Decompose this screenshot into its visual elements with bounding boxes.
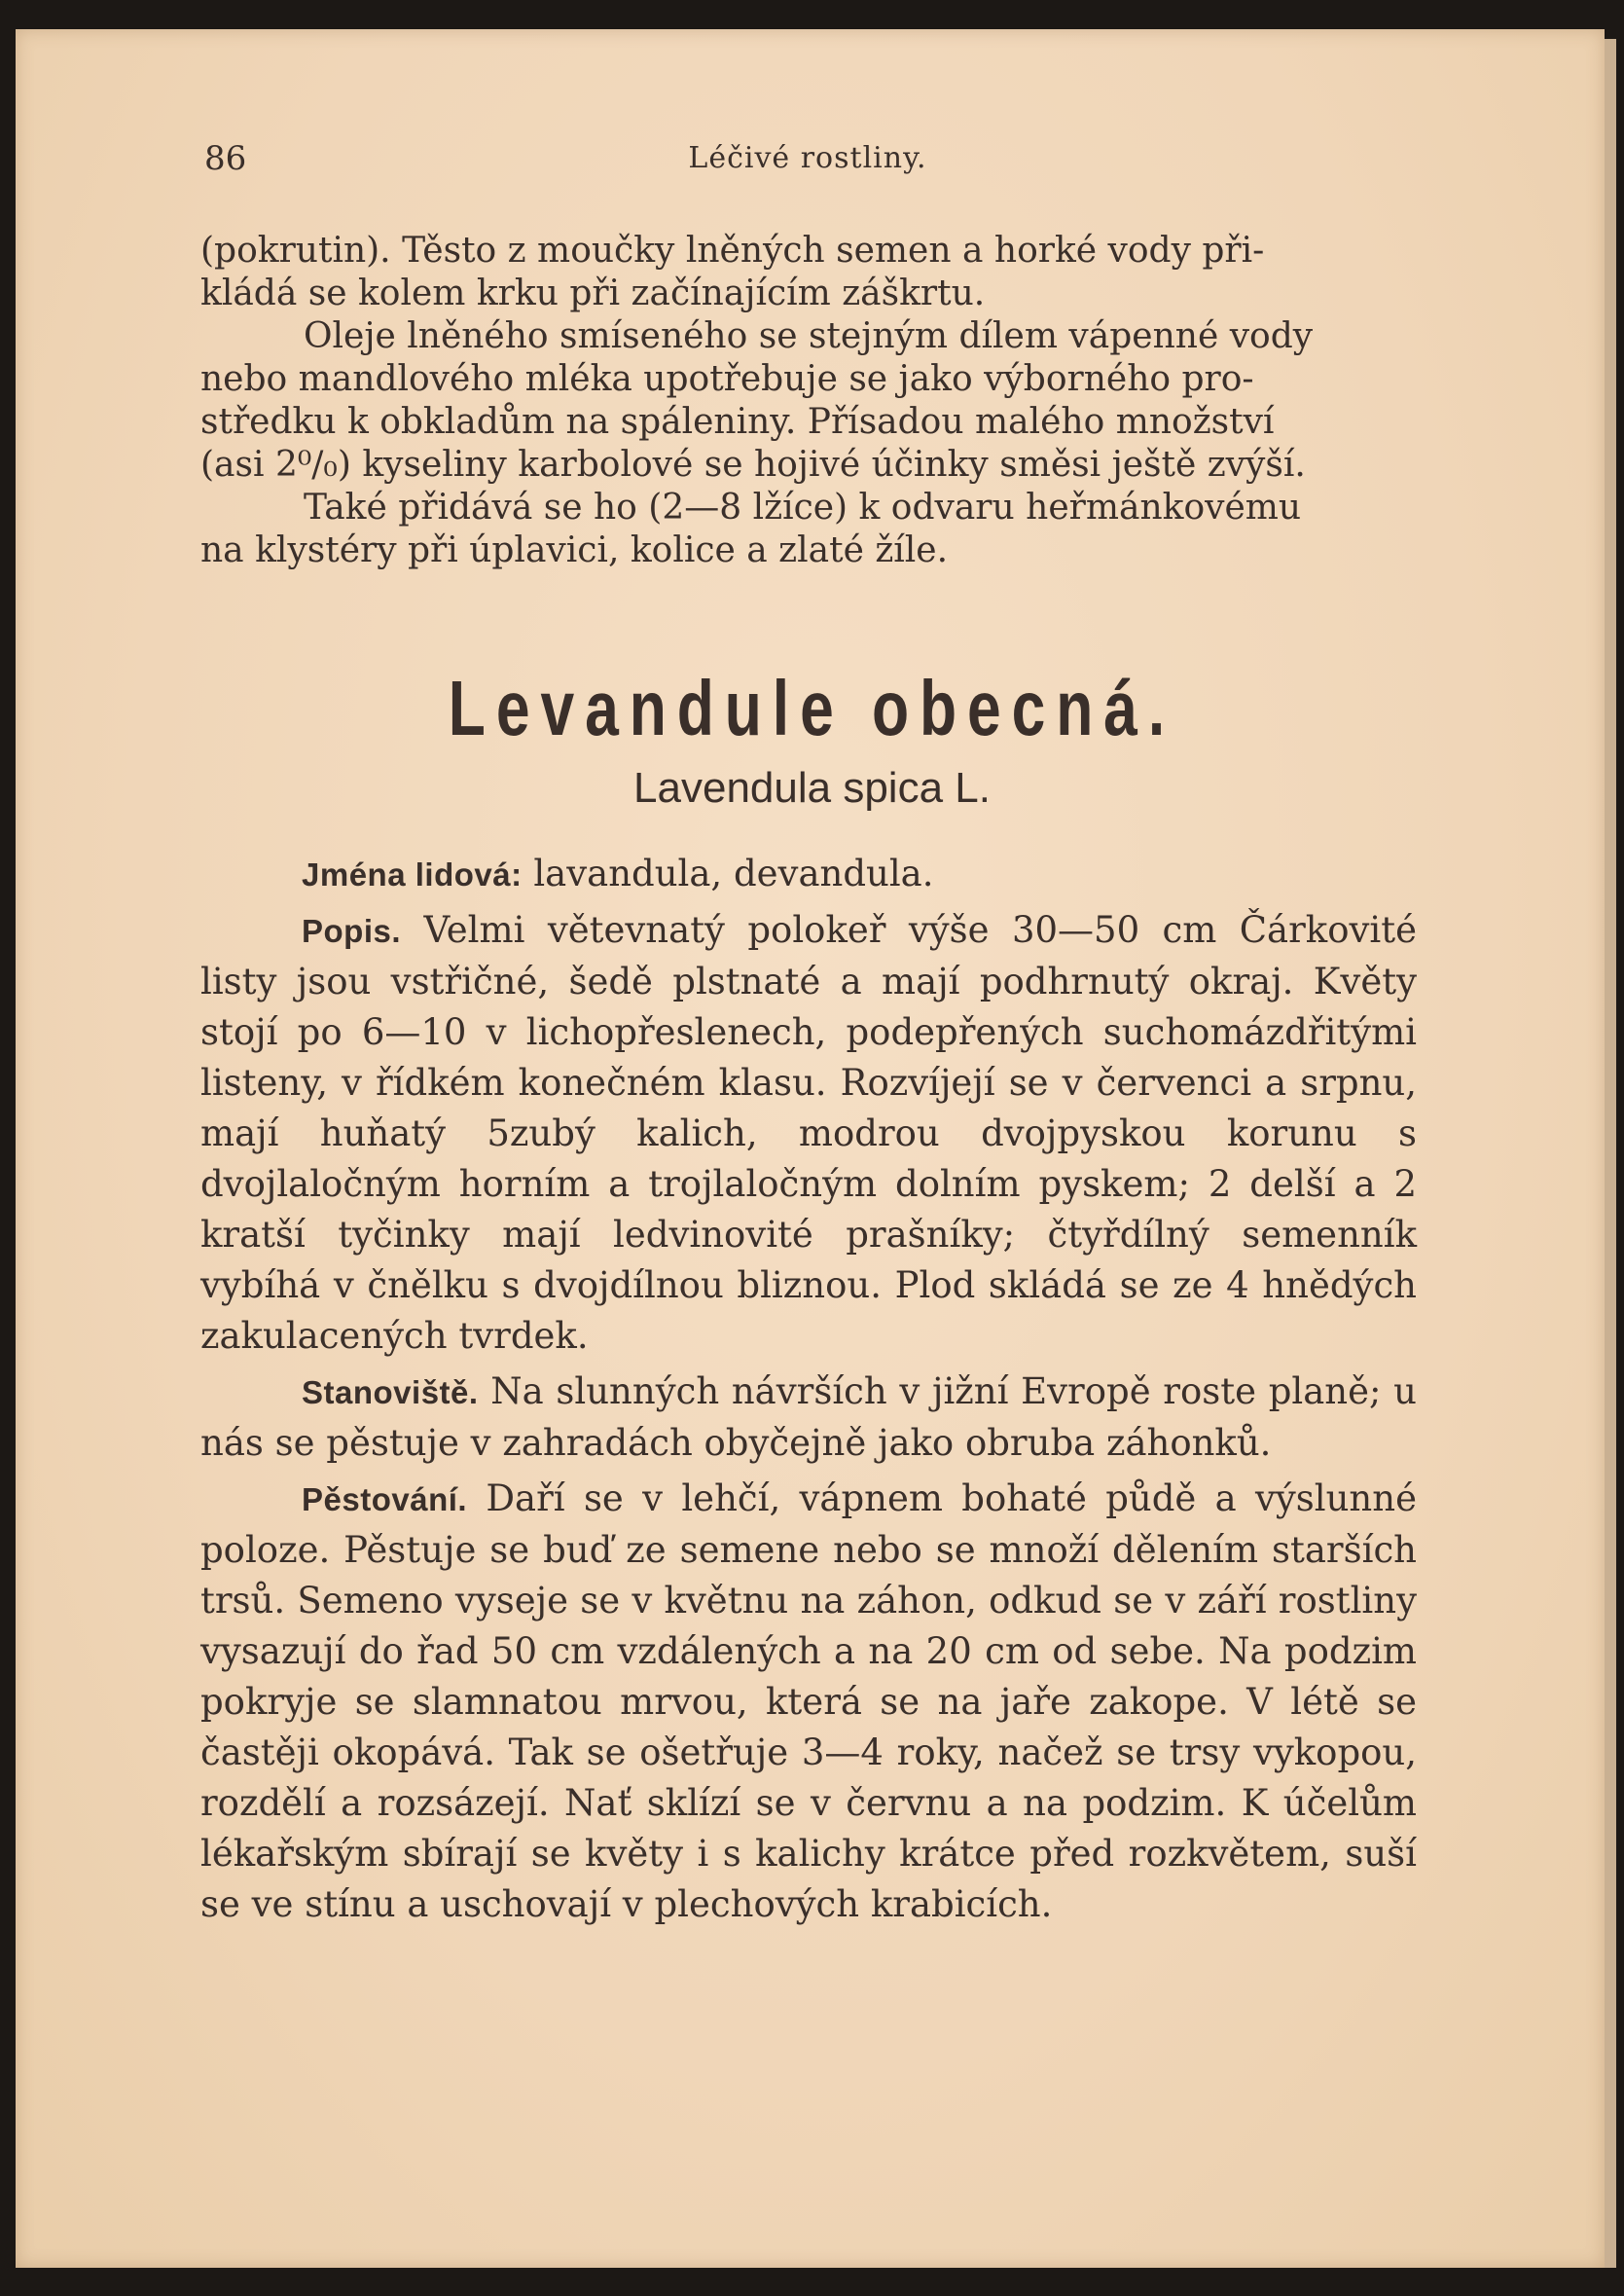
paragraph-enema (200, 487, 1415, 572)
text-line: Také přidává se ho (2—8 lžíce) k odvaru heřmánkovému (304, 488, 1302, 528)
latin-name: Lavendula spica L. (633, 764, 991, 812)
text-line: středku k obkladům na spáleniny. Přísadou malého množství (200, 402, 1275, 442)
text-line: (pokrutin). Těsto z moučky lněných semen a horké vody při- (200, 231, 1265, 271)
section-text: Velmi větevnatý polokeř výše 30—50 cm Čárkovité listy jsou vstřičné, šedě plstnaté a mají podhrnutý okraj. Květy stojí po 6—10 v lichopřeslenech, podepřených suchomázdřitými listeny, v řídkém konečném klasu. Rozvíjejí se v červenci a srpnu, mají huňatý 5zubý kalich, modrou dvojpyskou korunu s dvojlaločným horním a trojlaločným dolním pyskem; 2 delší a 2 kratší tyčinky mají ledvinovité prašníky; čtyřdílný semenník vybíhá v čnělku s dvojdílnou bliznou. Plod skládá se ze 4 hnědých zakulacených tvrdek. (200, 909, 1418, 1357)
section-folk-names (200, 849, 1417, 900)
section-label: Pěstování. (302, 1481, 468, 1517)
text-line: nebo mandlového mléka upotřebuje se jako výborného pro- (200, 359, 1254, 399)
continued-text (200, 230, 1415, 572)
section-description (200, 905, 1417, 1362)
paragraph-oil-use (200, 315, 1415, 487)
text-line: kládá se kolem krku při začínajícím záškrtu. (200, 273, 986, 313)
article-body (200, 849, 1417, 1930)
page-number: 86 (204, 139, 247, 178)
section-text: lavandula, devandula. (533, 853, 934, 894)
page-edge (1605, 39, 1616, 2268)
text-line: (asi 2⁰/₀) kyseliny karbolové se hojivé účinky směsi ještě zvýší. (200, 445, 1306, 485)
text-line: na klystéry při úplavici, kolice a zlaté žíle. (200, 530, 949, 570)
text-line: Oleje lněného smíseného se stejným dílem vápenné vody (304, 316, 1314, 356)
section-label: Jména lidová: (302, 856, 523, 893)
paragraph-continued (200, 230, 1415, 315)
section-cultivation (200, 1474, 1417, 1930)
section-text: Na slunných návrších v jižní Evropě roste planě; u nás se pěstuje v zahradách obyčejně jako obruba záhonků. (200, 1370, 1418, 1464)
running-head (204, 136, 1411, 181)
section-label: Popis. (302, 913, 402, 949)
running-title: Léčivé rostliny. (688, 141, 927, 175)
article-title: Levandule obecná. (448, 665, 1176, 751)
section-text: Daří se v lehčí, vápnem bohaté půdě a výslunné poloze. Pěstuje se buď ze semene nebo se množí dělením starších trsů. Semeno vyseje se v květnu na záhon, odkud se v září rostliny vysazují do řad 50 cm vzdálených a na 20 cm od sebe. Na podzim pokryje se slamnatou mrvou, která se na jaře zakope. V létě se častěji okopává. Tak se ošetřuje 3—4 roky, načež se trsy vykopou, rozdělí a rozsázejí. Nať sklízí se v červnu a na podzim. K účelům lékařským sbírají se květy i s kalichy krátce před rozkvětem, suší se ve stínu a uschovají v plechových krabicích. (200, 1477, 1417, 1925)
section-habitat (200, 1367, 1417, 1469)
section-label: Stanoviště. (302, 1374, 479, 1410)
